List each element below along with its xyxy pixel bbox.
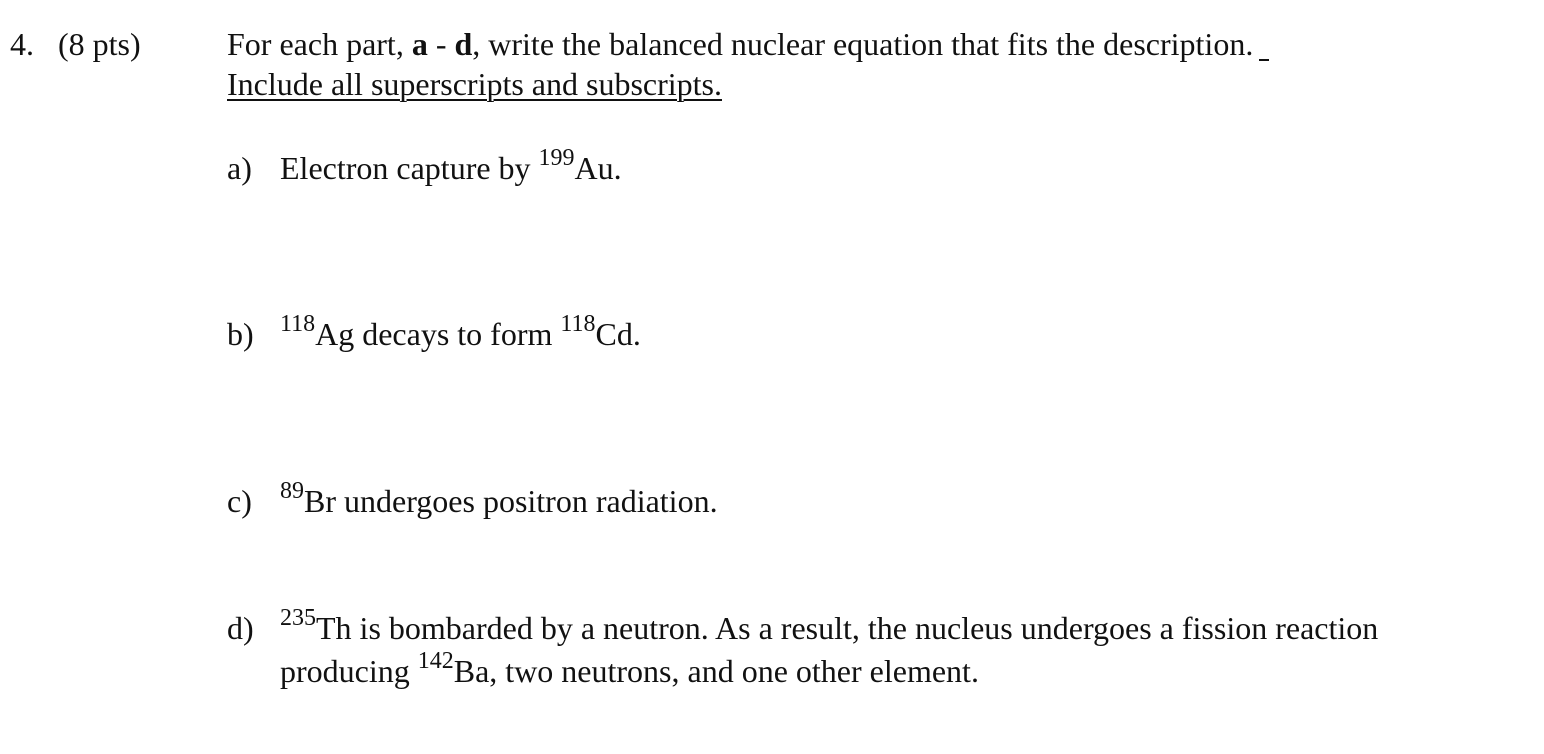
part-c-text xyxy=(280,478,718,525)
part-c-mass-number: 89 xyxy=(280,478,304,504)
instruction-text-2: , write the balanced nuclear equation that fits the description. xyxy=(472,26,1254,62)
part-d-line-2-rest: Ba, two neutrons, and one other element. xyxy=(453,653,979,689)
part-b-mass-number-1: 118 xyxy=(280,311,316,337)
part-b-mass-number-2: 118 xyxy=(560,311,596,337)
part-d-line-1-rest: Th is bombarded by a neutron. As a result, the nucleus undergoes a fission reaction xyxy=(316,610,1379,646)
instruction-range-a: a xyxy=(411,26,428,62)
trailing-underline-mark xyxy=(1259,59,1269,61)
instruction-range-d: d xyxy=(454,26,473,62)
part-a-pre: Electron capture by xyxy=(280,150,539,186)
instruction-line-1 xyxy=(227,24,1269,64)
part-b-element-2: Cd xyxy=(595,316,633,352)
part-b-label: b) xyxy=(227,316,254,352)
part-a-text xyxy=(280,145,622,192)
part-d-line-2 xyxy=(280,648,979,695)
part-d-mass-number-2: 142 xyxy=(417,648,454,674)
part-d-line-1 xyxy=(280,605,1379,652)
instruction-text-1: For each part, xyxy=(227,26,412,62)
part-a-mass-number: 199 xyxy=(538,145,575,171)
question-points: (8 pts) xyxy=(58,26,141,62)
question-number: 4. xyxy=(10,26,34,62)
part-b-element-1: Ag xyxy=(315,316,355,352)
part-b-text xyxy=(280,311,641,358)
instruction-line-2: Include all superscripts and subscripts. xyxy=(227,66,722,102)
part-b-post: . xyxy=(632,316,641,352)
part-a-post: . xyxy=(613,150,622,186)
part-c-element: Br xyxy=(304,483,336,519)
part-a-element: Au xyxy=(574,150,614,186)
part-d-line-2-pre: producing xyxy=(280,653,418,689)
part-b-middle: decays to form xyxy=(354,316,561,352)
part-d-mass-number-1: 235 xyxy=(280,605,316,631)
part-a-label: a) xyxy=(227,150,252,186)
part-d-label: d) xyxy=(227,610,254,646)
part-c-label: c) xyxy=(227,483,252,519)
part-c-post: undergoes positron radiation. xyxy=(336,483,718,519)
instruction-range-sep: - xyxy=(427,26,455,62)
